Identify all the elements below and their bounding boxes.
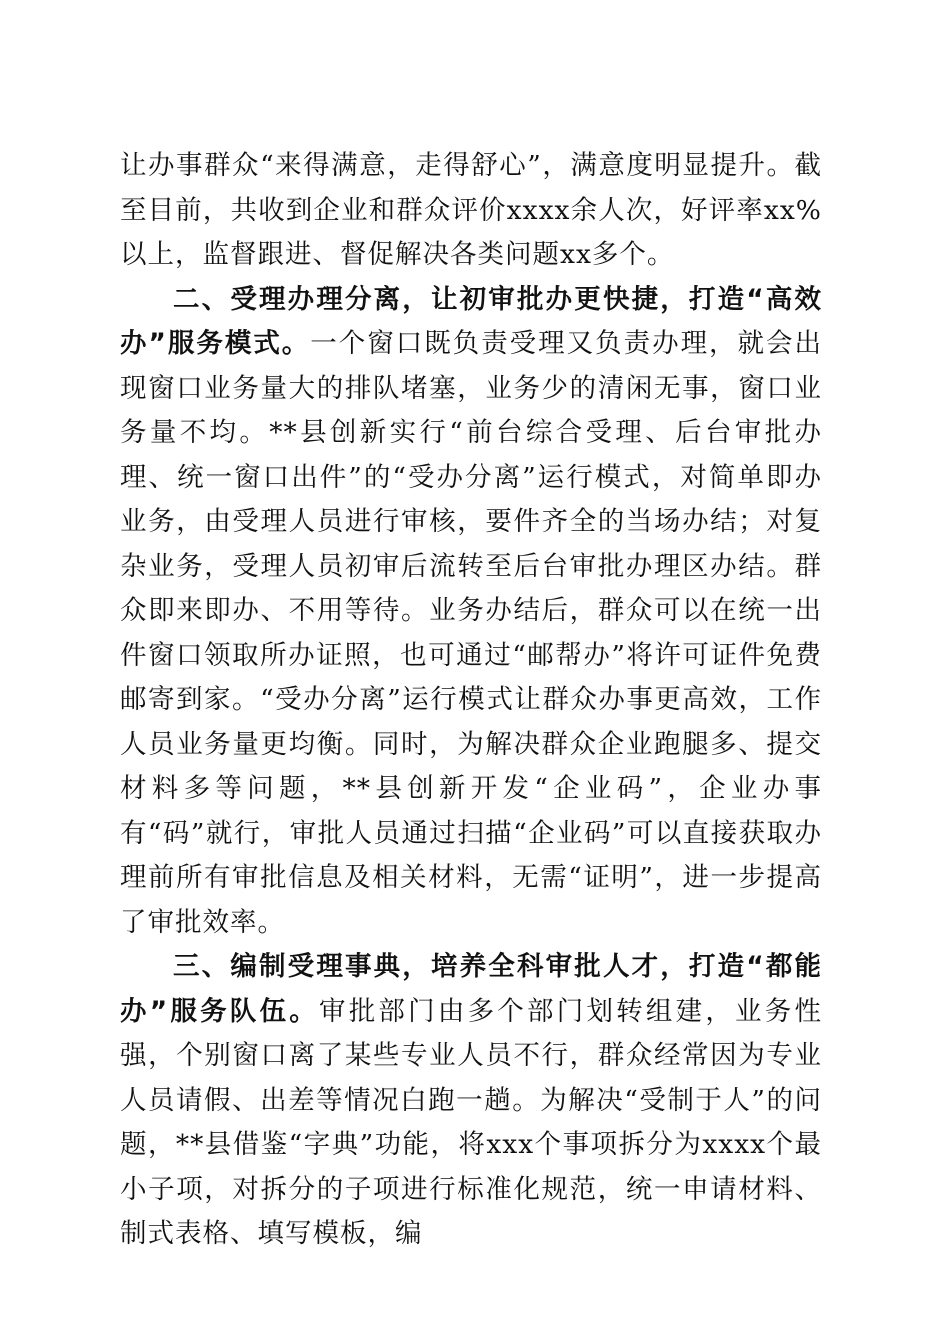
document-page xyxy=(120,144,822,1257)
section-heading: 二、受理办理分离，让初审批办更快捷，打造“高效办”服务模式。 xyxy=(120,283,822,359)
paragraph-text: 审批部门由多个部门划转组建，业务性强，个别窗口离了某些专业人员不行，群众经常因为专业人员请假、出差等情况白跑一趟。为解决“受制于人”的问题，**县借鉴“字典”功能，将xxx个事项拆分为xxxx个最小子项，对拆分的子项进行标准化规范，统一申请材料、制式表格、填写模板，编 xyxy=(120,995,823,1249)
paragraph-section-3 xyxy=(120,945,822,1257)
paragraph-continuation xyxy=(120,144,822,278)
section-heading: 三、编制受理事典，培养全科审批人才，打造“都能办”服务队伍。 xyxy=(120,951,822,1027)
paragraph-section-2 xyxy=(120,278,822,946)
paragraph-text: 一个窗口既负责受理又负责办理，就会出现窗口业务量大的排队堵塞，业务少的清闲无事，窗口业务量不均。**县创新实行“前台综合受理、后台审批办理、统一窗口出件”的“受办分离”运行模式，对简单即办业务，由受理人员进行审核，要件齐全的当场办结；对复杂业务，受理人员初审后流转至后台审批办理区办结。群众即来即办、不用等待。业务办结后，群众可以在统一出件窗口领取所办证照，也可通过“邮帮办”将许可证件免费邮寄到家。“受办分离”运行模式让群众办事更高效，工作人员业务量更均衡。同时，为解决群众企业跑腿多、提交材料多等问题，**县创新开发“企业码”，企业办事有“码”就行，审批人员通过扫描“企业码”可以直接获取办理前所有审批信息及相关材料，无需“证明”，进一步提高了审批效率。 xyxy=(120,328,822,938)
paragraph-text: 让办事群众“来得满意，走得舒心”，满意度明显提升。截至目前，共收到企业和群众评价xxxx余人次，好评率xx%以上，监督跟进、督促解决各类问题xx多个。 xyxy=(120,150,822,270)
